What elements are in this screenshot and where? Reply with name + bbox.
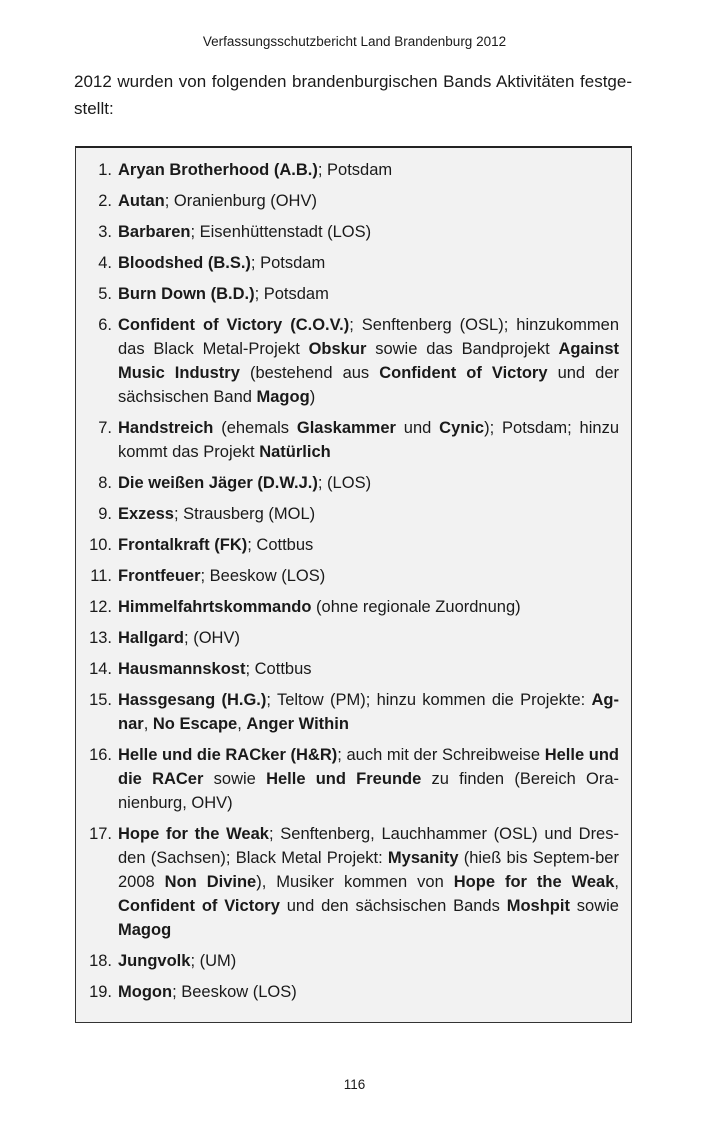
list-item-number: 8. xyxy=(98,474,112,492)
band-list-box xyxy=(75,146,632,1023)
band-details: ; auch mit der Schreibweise xyxy=(337,746,545,764)
band-name: No Escape xyxy=(152,715,238,733)
band-details: ; Beeskow (LOS) xyxy=(200,567,326,585)
band-details: sowie xyxy=(569,897,619,915)
band-list-item xyxy=(76,502,631,526)
list-item-number: 6. xyxy=(98,316,112,334)
band-details: ; Potsdam xyxy=(250,254,326,272)
list-item-number: 11. xyxy=(90,567,112,585)
band-name: Autan xyxy=(118,192,165,210)
band-details: ; Senftenberg, Lauchhammer (OSL) und Dres-den (Sachsen); Black Metal Projekt: xyxy=(118,825,619,867)
band-details: ); Potsdam; hinzu kommt das Projekt xyxy=(118,419,619,461)
band-list-item xyxy=(76,471,631,495)
band-list-item xyxy=(76,980,631,1004)
band-list-item xyxy=(76,220,631,244)
band-name: Helle und die RACker (H&R) xyxy=(118,746,338,764)
band-details: , xyxy=(237,715,247,733)
band-name: Confident of Victory (C.O.V.) xyxy=(118,316,350,334)
band-name: Hallgard xyxy=(118,629,185,647)
band-details: ; Potsdam xyxy=(317,161,393,179)
band-name: Cynic xyxy=(439,419,485,437)
band-list-item xyxy=(76,949,631,973)
band-list-item xyxy=(76,564,631,588)
band-name: Aryan Brotherhood (A.B.) xyxy=(118,161,318,179)
band-list-item xyxy=(76,189,631,213)
band-name: Burn Down (B.D.) xyxy=(118,285,255,303)
band-details: und xyxy=(395,419,440,437)
band-list-item xyxy=(76,251,631,275)
band-name: Non Divine xyxy=(164,873,257,891)
band-details: ; Teltow (PM); hinzu kommen die Projekte: xyxy=(266,691,592,709)
band-list-item xyxy=(76,158,631,182)
band-list-item xyxy=(76,595,631,619)
band-name: Jungvolk xyxy=(118,952,191,970)
list-item-number: 14. xyxy=(89,660,112,678)
band-list-item xyxy=(76,533,631,557)
band-name: Anger Within xyxy=(246,715,349,733)
band-name: Bloodshed (B.S.) xyxy=(118,254,251,272)
band-details: ; Potsdam xyxy=(254,285,329,303)
band-details: ; (OHV) xyxy=(184,629,240,647)
list-item-number: 3. xyxy=(98,223,112,241)
band-name: Against Music Industry xyxy=(118,340,619,382)
band-details: ; Oranienburg (OHV) xyxy=(164,192,317,210)
list-item-number: 4. xyxy=(98,254,112,272)
band-details: ), Musiker kommen von xyxy=(256,873,454,891)
list-item-number: 16. xyxy=(89,746,112,764)
band-details: (bestehend aus xyxy=(239,364,380,382)
list-item-number: 10. xyxy=(89,536,112,554)
band-name: Confident of Victory xyxy=(379,364,548,382)
band-details: ; Cottbus xyxy=(245,660,312,678)
band-name: Helle und die RACer xyxy=(118,746,619,788)
list-item-number: 2. xyxy=(98,192,112,210)
band-details: und den sächsischen Bands xyxy=(279,897,507,915)
band-details: ; (LOS) xyxy=(317,474,372,492)
band-list-item xyxy=(76,822,631,942)
band-details: ) xyxy=(309,388,316,406)
band-list-item xyxy=(76,688,631,736)
band-details: ; Eisenhüttenstadt (LOS) xyxy=(190,223,372,241)
band-name: Frontfeuer xyxy=(118,567,201,585)
band-details: , xyxy=(143,715,153,733)
page-number: 116 xyxy=(343,1077,366,1092)
band-list-item xyxy=(76,416,631,464)
band-name: Barbaren xyxy=(118,223,191,241)
band-name: Magog xyxy=(118,921,172,939)
band-name: Hassgesang (H.G.) xyxy=(118,691,267,709)
band-details: zu finden (Bereich Ora-nienburg, OHV) xyxy=(118,770,619,812)
band-name: Moshpit xyxy=(506,897,570,915)
list-item-number: 5. xyxy=(98,285,112,303)
band-name: Handstreich xyxy=(118,419,214,437)
band-name: Mogon xyxy=(118,983,173,1001)
band-details: sowie das Bandprojekt xyxy=(366,340,559,358)
band-name: Ag-nar xyxy=(118,691,619,733)
list-item-number: 1. xyxy=(98,161,112,179)
band-list-item xyxy=(76,313,631,409)
band-details: ; Strausberg (MOL) xyxy=(173,505,316,523)
band-details: (ehemals xyxy=(213,419,297,437)
band-details: und der sächsischen Band xyxy=(118,364,620,406)
band-list-item xyxy=(76,743,631,815)
band-name: Frontalkraft (FK) xyxy=(118,536,248,554)
band-details: , xyxy=(614,873,620,891)
band-details: ; (UM) xyxy=(190,952,237,970)
band-name: Glaskammer xyxy=(296,419,396,437)
band-details: ; Senftenberg (OSL); hinzukommen das Black Metal-Projekt xyxy=(118,316,619,358)
list-item-number: 18. xyxy=(89,952,112,970)
list-item-number: 15. xyxy=(89,691,112,709)
band-name: Helle und Freunde xyxy=(266,770,422,788)
intro-paragraph: 2012 wurden von folgenden brandenburgischen Bands Aktivitäten festge-stellt: xyxy=(74,72,632,118)
band-name: Natürlich xyxy=(259,443,331,461)
band-name: Hope for the Weak xyxy=(118,825,269,843)
list-item-number: 9. xyxy=(98,505,112,523)
band-details: (ohne regionale Zuordnung) xyxy=(311,598,521,616)
band-name: Magog xyxy=(256,388,310,406)
band-list-item xyxy=(76,626,631,650)
band-name: Obskur xyxy=(308,340,367,358)
band-details: (hieß bis Septem-ber 2008 xyxy=(118,849,619,891)
list-item-number: 12. xyxy=(89,598,112,616)
band-name: Himmelfahrtskommando xyxy=(118,598,312,616)
list-item-number: 17. xyxy=(89,825,112,843)
running-header: Verfassungsschutzbericht Land Brandenburg 2012 xyxy=(202,34,507,49)
band-list xyxy=(76,158,631,1011)
band-name: Hausmannskost xyxy=(118,660,246,678)
band-name: Exzess xyxy=(118,505,174,523)
band-name: Die weißen Jäger (D.W.J.) xyxy=(118,474,318,492)
band-name: Mysanity xyxy=(387,849,459,867)
band-list-item xyxy=(76,657,631,681)
band-name: Confident of Victory xyxy=(118,897,280,915)
band-name: Hope for the Weak xyxy=(453,873,615,891)
list-item-number: 7. xyxy=(98,419,112,437)
band-details: ; Cottbus xyxy=(247,536,314,554)
band-details: ; Beeskow (LOS) xyxy=(172,983,297,1001)
list-item-number: 13. xyxy=(89,629,112,647)
list-item-number: 19. xyxy=(89,983,112,1001)
band-details: sowie xyxy=(203,770,267,788)
band-list-item xyxy=(76,282,631,306)
